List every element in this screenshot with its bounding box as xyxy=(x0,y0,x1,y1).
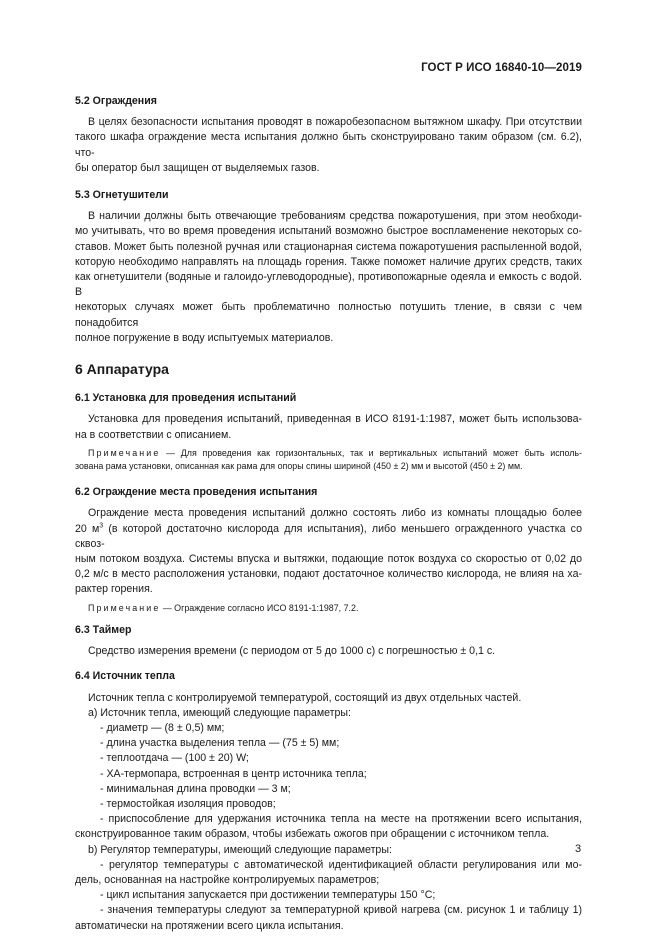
section-6-2-paragraph xyxy=(75,506,582,597)
section-5-2-paragraph xyxy=(75,115,582,176)
section-6-2-title: 6.2 Ограждение места проведения испытания xyxy=(75,486,318,499)
section-6-1-paragraph xyxy=(75,412,582,442)
text-line: некоторых случаях может быть проблематично полностью потушить тление, в связи с чем понадобится xyxy=(75,301,582,329)
page-number: 3 xyxy=(575,843,582,855)
text-line: Средство измерения времени (с периодом от 5 до 1000 с) с погрешностью ± 0,1 с. xyxy=(88,645,496,658)
note-label: Примечание xyxy=(88,602,161,613)
note-label: Примечание xyxy=(88,447,161,458)
text-line: рактер горения. xyxy=(75,583,153,596)
text-line: бы оператор был защищен от выделяемых газов. xyxy=(75,161,320,174)
list-item: - регулятор температуры с автоматической идентификацией области регулирования или мо- xyxy=(100,858,582,871)
list-item: - диаметр — (8 ± 0,5) мм; xyxy=(100,721,225,734)
superscript: 3 xyxy=(99,522,104,530)
list-item: - термостойкая изоляция проводов; xyxy=(100,797,276,810)
list-item-continuation: дель, основанная на настройке контролируемых параметров; xyxy=(75,873,380,886)
note-line xyxy=(75,447,582,460)
text-line: ставов. Может быть полезной ручная или стационарная система пожаротушения распыленной водой, xyxy=(75,240,582,253)
text-line: Источник тепла с контролируемой температурой, состоящий из двух отдельных частей. xyxy=(88,691,522,704)
section-6-3-title: 6.3 Таймер xyxy=(75,623,132,636)
list-item-continuation: автоматически на протяжении всего цикла испытания. xyxy=(75,919,344,932)
list-item-continuation: сконструированное таким образом, чтобы избежать ожогов при обращении с источником тепла. xyxy=(75,828,550,841)
text-line: 0,2 м/с в место расположения установки, подают достаточное количество кислорода, не влияя на ха- xyxy=(75,568,582,581)
note-line: зована рама установки, описанная как рама для опоры спины шириной (450 ± 2) мм и высотой (450 ± 2) мм. xyxy=(75,461,523,472)
text-line: такого шкафа ограждение места испытания должно быть сконструировано таким образом (см. 6.2), что- xyxy=(75,131,582,159)
list-item: - ХА-термопара, встроенная в центр источника тепла; xyxy=(100,767,367,780)
list-item: - цикл испытания запускается при достижении температуры 150 °С; xyxy=(100,889,436,902)
note-text: — Ограждение согласно ИСО 8191-1:1987, 7.2. xyxy=(160,602,359,613)
document-header: ГОСТ Р ИСО 16840-10—2019 xyxy=(421,62,582,74)
list-item: - значения температуры следуют за температурной кривой нагрева (см. рисунок 1 и таблицу 1) xyxy=(100,904,582,917)
section-5-2-title: 5.2 Ограждения xyxy=(75,95,157,107)
list-item: - минимальная длина проводки — 3 м; xyxy=(100,782,291,795)
page-content xyxy=(75,94,582,942)
text-fragment: (в которой достаточно кислорода для испытания), либо меньшего огражденного участка со сквоз- xyxy=(75,522,582,550)
section-5-3-title: 5.3 Огнетушители xyxy=(75,189,169,202)
section-6-2-note xyxy=(75,602,582,615)
text-line: Установка для проведения испытаний, приведенная в ИСО 8191-1:1987, может быть использова- xyxy=(88,413,582,426)
section-6-4-title: 6.4 Источник тепла xyxy=(75,670,175,683)
list-a-label: а) Источник тепла, имеющий следующие параметры: xyxy=(88,706,351,719)
note-line xyxy=(75,602,582,615)
list-b-label: b) Регулятор температуры, имеющий следующие параметры: xyxy=(88,843,392,856)
text-line: которую необходимо направлять на площадь горения. Также поможет наличие других средств, таких xyxy=(75,255,582,268)
section-5-3-paragraph xyxy=(75,209,582,346)
text-line: на в соответствии с описанием. xyxy=(75,428,232,441)
section-6-title: 6 Аппаратура xyxy=(75,361,169,378)
list-item: - длина участка выделения тепла — (75 ± 5) мм; xyxy=(100,737,340,750)
note-text: — Для проведения как горизонтальных, так и вертикальных испытаний может быть исполь- xyxy=(160,447,582,458)
section-6-1-title: 6.1 Установка для проведения испытаний xyxy=(75,392,297,405)
section-6-1-note xyxy=(75,447,582,473)
text-line: полное погружение в воду испытуемых материалов. xyxy=(75,331,334,344)
text-line: ным потоком воздуха. Системы впуска и вытяжки, подающие поток воздуха со скоростью от 0,02 до xyxy=(75,553,582,566)
list-item: - теплоотдача — (100 ± 20) W; xyxy=(100,752,249,765)
text-fragment: 20 м xyxy=(75,522,100,535)
text-line: Ограждение места проведения испытаний должно состоять либо из комнаты площадью более xyxy=(88,507,582,520)
list-item: - приспособление для удержания источника тепла на месте на протяжении всего испытания, xyxy=(100,813,582,826)
text-line: мо учитывать, что во время проведения испытаний возможно быстрое воспламенение некоторых со- xyxy=(75,225,582,238)
text-line: В наличии должны быть отвечающие требованиям средства пожаротушения, при этом необходи- xyxy=(88,210,582,223)
text-line: В целях безопасности испытания проводят в пожаробезопасном вытяжном шкафу. При отсутствии xyxy=(88,116,582,129)
section-6-4-body xyxy=(75,691,582,934)
text-line xyxy=(75,522,582,552)
section-6-3-paragraph xyxy=(75,644,582,659)
text-line: как огнетушители (водяные и галоидо-углеводородные), противопожарные одеяла и емкость с водой. В xyxy=(75,271,582,299)
